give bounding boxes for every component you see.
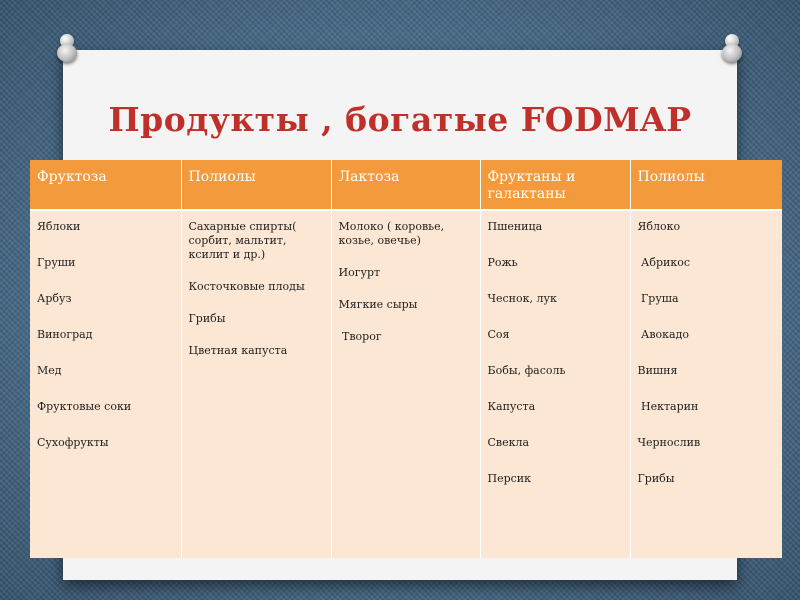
list-item: Молоко ( коровье, козье, овечье) — [338, 220, 448, 247]
column-header-fructose: Фруктоза — [30, 160, 181, 210]
list-item: Грибы — [637, 472, 675, 485]
list-item: Виноград — [37, 328, 93, 341]
pushpin-icon — [56, 34, 78, 64]
pushpin-icon — [721, 34, 743, 64]
list-item: Чеснок, лук — [487, 292, 557, 305]
list-item: Творог — [338, 330, 382, 343]
table-cell-fructose — [30, 210, 181, 558]
list-item: Груша — [637, 292, 679, 305]
list-item: Фруктовые соки — [37, 400, 132, 413]
column-header-lactose: Лактоза — [331, 160, 480, 210]
list-item: Нектарин — [637, 400, 699, 413]
list-item: Свекла — [487, 436, 530, 449]
list-item: Бобы, фасоль — [487, 364, 566, 377]
list-item: Сухофрукты — [37, 436, 109, 449]
list-item: Мягкие сыры — [338, 298, 418, 311]
column-header-fructans-galactans: Фруктаны и галактаны — [480, 160, 630, 210]
list-item: Цветная капуста — [188, 344, 288, 357]
list-item: Иогурт — [338, 266, 381, 279]
slide-title: Продукты , богатые FODMAP — [108, 100, 692, 139]
list-item: Персик — [487, 472, 532, 485]
list-item: Арбуз — [37, 292, 72, 305]
table-cell-lactose — [331, 210, 480, 558]
list-item: Вишня — [637, 364, 678, 377]
list-item: Мед — [37, 364, 62, 377]
list-item: Яблоко — [637, 220, 681, 233]
list-item: Яблоки — [37, 220, 81, 233]
list-item: Рожь — [487, 256, 518, 269]
table-cell-fructans-galactans — [480, 210, 630, 558]
list-item: Пшеница — [487, 220, 543, 233]
list-item: Грибы — [188, 312, 226, 325]
table-cell-polyols — [181, 210, 331, 558]
table-header-row — [30, 160, 782, 210]
list-item: Абрикос — [637, 256, 690, 269]
list-item: Авокадо — [637, 328, 689, 341]
list-item: Сахарные спирты( сорбит, мальтит, ксилит и др.) — [188, 220, 300, 261]
fodmap-table — [30, 160, 782, 558]
column-header-polyols: Полиолы — [181, 160, 331, 210]
list-item: Чернослив — [637, 436, 701, 449]
list-item: Груши — [37, 256, 76, 269]
list-item: Косточковые плоды — [188, 280, 305, 293]
table-row — [30, 210, 782, 558]
column-header-polyols-2: Полиолы — [630, 160, 782, 210]
list-item: Капуста — [487, 400, 536, 413]
table-cell-polyols-2 — [630, 210, 782, 558]
list-item: Соя — [487, 328, 510, 341]
